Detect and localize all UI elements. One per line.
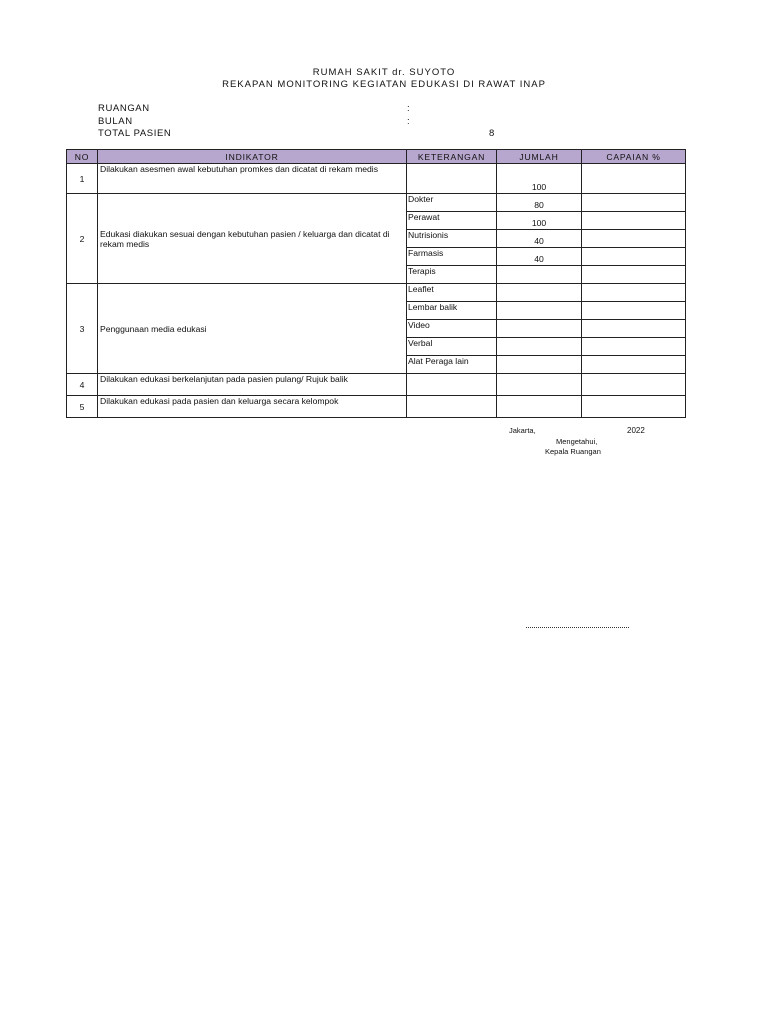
signature-line [526,627,629,628]
row-number: 1 [67,164,98,194]
header-indikator: INDIKATOR [98,150,407,164]
signature-role: Kepala Ruangan [545,447,601,456]
keterangan-cell: Farmasis [407,248,497,266]
header-keterangan: KETERANGAN [407,150,497,164]
hospital-title: RUMAH SAKIT dr. SUYOTO [312,67,456,78]
row-number: 4 [67,374,98,396]
capaian-cell [582,356,686,374]
keterangan-cell: Verbal [407,338,497,356]
indikator-cell: Dilakukan asesmen awal kebutuhan promkes dan dicatat di rekam medis [98,164,407,194]
capaian-cell [582,338,686,356]
keterangan-cell: Nutrisionis [407,230,497,248]
keterangan-cell: Video [407,320,497,338]
table-row [67,396,686,418]
table-row [67,374,686,396]
jumlah-cell [497,338,582,356]
jumlah-cell [497,284,582,302]
table-row [67,164,686,194]
jumlah-cell: 40 [497,230,582,248]
total-pasien-value: 8 [489,128,495,139]
header-no: NO [67,150,98,164]
signature-known: Mengetahui, [556,437,598,446]
signature-place: Jakarta, [509,426,536,435]
signature-year: 2022 [627,426,645,435]
jumlah-cell: 100 [497,164,582,194]
ruangan-label: RUANGAN [98,103,150,114]
capaian-cell [582,302,686,320]
row-number: 5 [67,396,98,418]
bulan-label: BULAN [98,116,133,127]
jumlah-cell: 100 [497,212,582,230]
keterangan-cell: Lembar balik [407,302,497,320]
jumlah-cell: 40 [497,248,582,266]
jumlah-cell [497,320,582,338]
keterangan-cell [407,164,497,194]
keterangan-cell: Dokter [407,194,497,212]
keterangan-cell [407,374,497,396]
capaian-cell [582,374,686,396]
bulan-colon: : [407,116,410,127]
table-header-row [67,150,686,164]
capaian-cell [582,212,686,230]
monitoring-table [66,149,686,418]
table-row [67,284,686,302]
capaian-cell [582,164,686,194]
keterangan-cell: Terapis [407,266,497,284]
jumlah-cell [497,356,582,374]
indikator-cell: Dilakukan edukasi berkelanjutan pada pasien pulang/ Rujuk balik [98,374,407,396]
keterangan-cell: Alat Peraga lain [407,356,497,374]
jumlah-cell [497,302,582,320]
capaian-cell [582,194,686,212]
header-jumlah: JUMLAH [497,150,582,164]
ruangan-colon: : [407,103,410,114]
total-pasien-label: TOTAL PASIEN [98,128,172,139]
indikator-cell: Dilakukan edukasi pada pasien dan keluarga secara kelompok [98,396,407,418]
report-title: REKAPAN MONITORING KEGIATAN EDUKASI DI RAWAT INAP [222,79,546,90]
keterangan-cell: Leaflet [407,284,497,302]
jumlah-cell [497,396,582,418]
jumlah-cell [497,374,582,396]
capaian-cell [582,284,686,302]
keterangan-cell: Perawat [407,212,497,230]
capaian-cell [582,230,686,248]
indikator-cell: Penggunaan media edukasi [98,284,407,374]
row-number: 3 [67,284,98,374]
header-capaian: CAPAIAN % [582,150,686,164]
table-row [67,194,686,212]
capaian-cell [582,396,686,418]
jumlah-cell: 80 [497,194,582,212]
keterangan-cell [407,396,497,418]
capaian-cell [582,320,686,338]
row-number: 2 [67,194,98,284]
capaian-cell [582,266,686,284]
jumlah-cell [497,266,582,284]
capaian-cell [582,248,686,266]
indikator-cell: Edukasi diakukan sesuai dengan kebutuhan pasien / keluarga dan dicatat di rekam medis [98,194,407,284]
